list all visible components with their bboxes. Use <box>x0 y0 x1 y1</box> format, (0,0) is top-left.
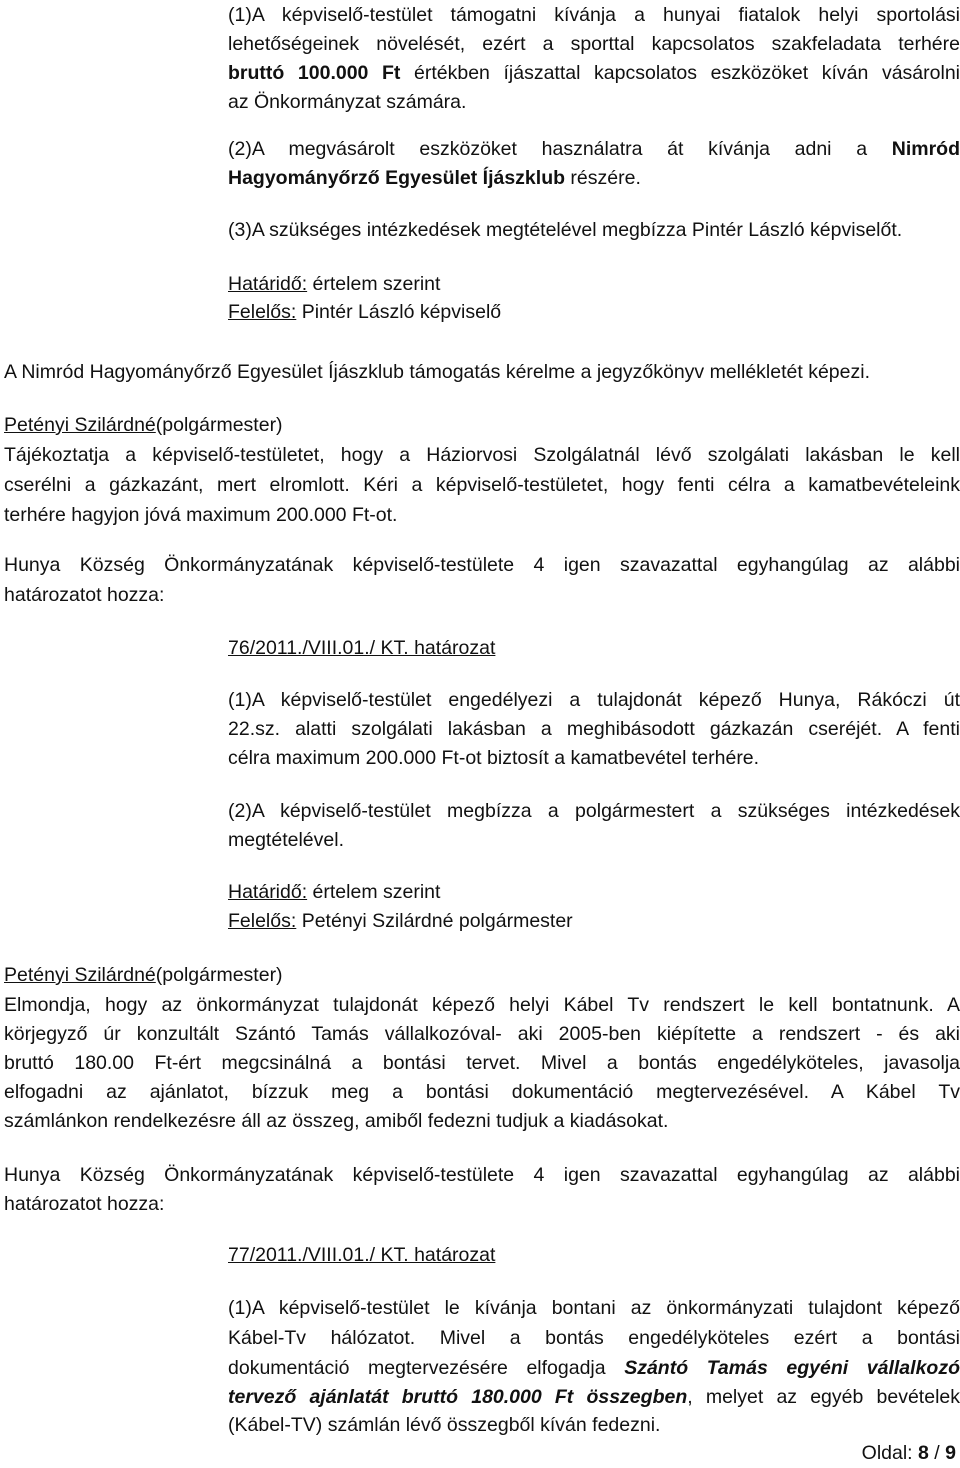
para1-line3-rest: értékben íjászattal kapcsolatos eszközöket kíván vásárolni <box>400 62 960 84</box>
para2-line1-text: (2)A megvásárolt eszközöket használatra át kívánja adni a <box>228 138 892 160</box>
vote1-line2: határozatot hozza: <box>4 584 165 606</box>
para1-line2: lehetőségeinek növelését, ezért a sporttal kapcsolatos szakfeladata terhére <box>228 33 960 55</box>
speaker1 <box>4 410 960 440</box>
vote2-line2: határozatot hozza: <box>4 1193 165 1215</box>
footer-page: 8 <box>918 1442 929 1464</box>
info-line1: Tájékoztatja a képviselő-testületet, hogy a Háziorvosi Szolgálatnál lévő szolgálati lakásban le kell <box>4 444 960 466</box>
para2-line2 <box>228 163 960 193</box>
res76-deadline <box>228 877 960 907</box>
res77-line4 <box>228 1382 960 1412</box>
speaker2-name: Petényi Szilárdné <box>4 964 156 986</box>
speaker1-role: (polgármester) <box>155 414 283 436</box>
para2-line1 <box>228 134 960 164</box>
note-line: A Nimród Hagyományőrző Egyesület Íjászklub támogatás kérelme a jegyzőkönyv mellékletét képezi. <box>4 361 870 383</box>
res76-p2-line1: (2)A képviselő-testület megbízza a polgármestert a szükséges intézkedések <box>228 800 960 822</box>
statement-line2: körjegyző úr konzultált Szántó Tamás vállalkozóval- aki 2005-ben kiépítette a rendszert - és aki <box>4 1023 960 1045</box>
para2-nimrod: Nimród <box>891 138 960 160</box>
res77-line1: (1)A képviselő-testület le kívánja bontani az önkormányzati tulajdont képező <box>228 1297 960 1319</box>
res76-resp-value: Petényi Szilárdné polgármester <box>296 910 573 932</box>
info-line3: terhére hagyjon jóvá maximum 200.000 Ft-ot. <box>4 504 398 526</box>
deadline1-value: értelem szerint <box>307 273 441 295</box>
res77-line2: Kábel-Tv hálózatot. Mivel a bontás engedélyköteles ezért a bontási <box>228 1327 960 1349</box>
statement-line1: Elmondja, hogy az önkormányzat tulajdonát képező helyi Kábel Tv rendszert le kell bontatnunk. A <box>4 994 960 1016</box>
res77-line4-rest: , melyet az egyéb bevételek <box>687 1386 960 1408</box>
res76-deadline-value: értelem szerint <box>307 881 441 903</box>
responsible1-value: Pintér László képviselő <box>296 301 502 323</box>
vote1-line1: Hunya Község Önkormányzatának képviselő-testülete 4 igen szavazattal egyhangúlag az alábbi <box>4 554 960 576</box>
deadline1 <box>228 269 960 299</box>
footer-total: 9 <box>945 1442 956 1464</box>
amount-bold: bruttó 100.000 Ft <box>228 62 401 84</box>
vote2-line1: Hunya Község Önkormányzatának képviselő-testülete 4 igen szavazattal egyhangúlag az alábbi <box>4 1164 960 1186</box>
footer-label: Oldal: <box>861 1442 919 1464</box>
res77-line5: (Kábel-TV) számlán lévő összegből kíván fedezni. <box>228 1414 661 1436</box>
responsible1-label: Felelős: <box>228 301 297 323</box>
res77-line3-text: dokumentáció megtervezésére elfogadja <box>228 1357 625 1379</box>
info-line2: cserélni a gázkazánt, mert elromlott. Kéri a képviselő-testületet, hogy fenti célra a kamatbevételeink <box>4 474 960 496</box>
resolution76-number: 76/2011./VIII.01./ KT. határozat <box>228 637 496 659</box>
para1-line4: az Önkormányzat számára. <box>228 91 467 113</box>
para3-line: (3)A szükséges intézkedések megtételével megbízza Pintér László képviselőt. <box>228 219 903 241</box>
club-name: Hagyományőrző Egyesület Íjászklub <box>228 167 566 189</box>
speaker2 <box>4 960 960 990</box>
res76-p1-line1: (1)A képviselő-testület engedélyezi a tulajdonát képező Hunya, Rákóczi út <box>228 689 960 711</box>
res76-p1-line3: célra maximum 200.000 Ft-ot biztosít a kamatbevétel terhére. <box>228 747 760 769</box>
footer-sep: / <box>928 1442 946 1464</box>
res76-deadline-label: Határidő: <box>228 881 308 903</box>
res77-line3 <box>228 1353 960 1383</box>
res77-contractor: Szántó Tamás egyéni vállalkozó <box>624 1357 960 1379</box>
deadline1-label: Határidő: <box>228 273 308 295</box>
para1-line1: (1)A képviselő-testület támogatni kívánja a hunyai fiatalok helyi sportolási <box>228 4 960 26</box>
res76-resp-label: Felelős: <box>228 910 297 932</box>
speaker2-role: (polgármester) <box>155 964 283 986</box>
res76-responsible <box>228 906 960 936</box>
para1-line3 <box>228 58 960 88</box>
para2-line2-rest: részére. <box>565 167 641 189</box>
resolution77-number: 77/2011./VIII.01./ KT. határozat <box>228 1244 496 1266</box>
responsible1 <box>228 297 960 327</box>
page-footer <box>862 1438 956 1468</box>
statement-line5: számlánkon rendelkezésre áll az összeg, amiből fedezni tudjuk a kiadásokat. <box>4 1110 669 1132</box>
res76-p2-line2: megtételével. <box>228 829 344 851</box>
res76-p1-line2: 22.sz. alatti szolgálati lakásban a meghibásodott gázkazán cseréjét. A fenti <box>228 718 960 740</box>
speaker1-name: Petényi Szilárdné <box>4 414 156 436</box>
res77-offer: tervező ajánlatát bruttó 180.000 Ft összegben <box>228 1386 688 1408</box>
statement-line3: bruttó 180.00 Ft-ért megcsinálná a bontási tervet. Mivel a bontás engedélyköteles, javasolja <box>4 1052 960 1074</box>
statement-line4: elfogadni az ajánlatot, bízzuk meg a bontási dokumentáció megtervezésével. A Kábel Tv <box>4 1081 960 1103</box>
